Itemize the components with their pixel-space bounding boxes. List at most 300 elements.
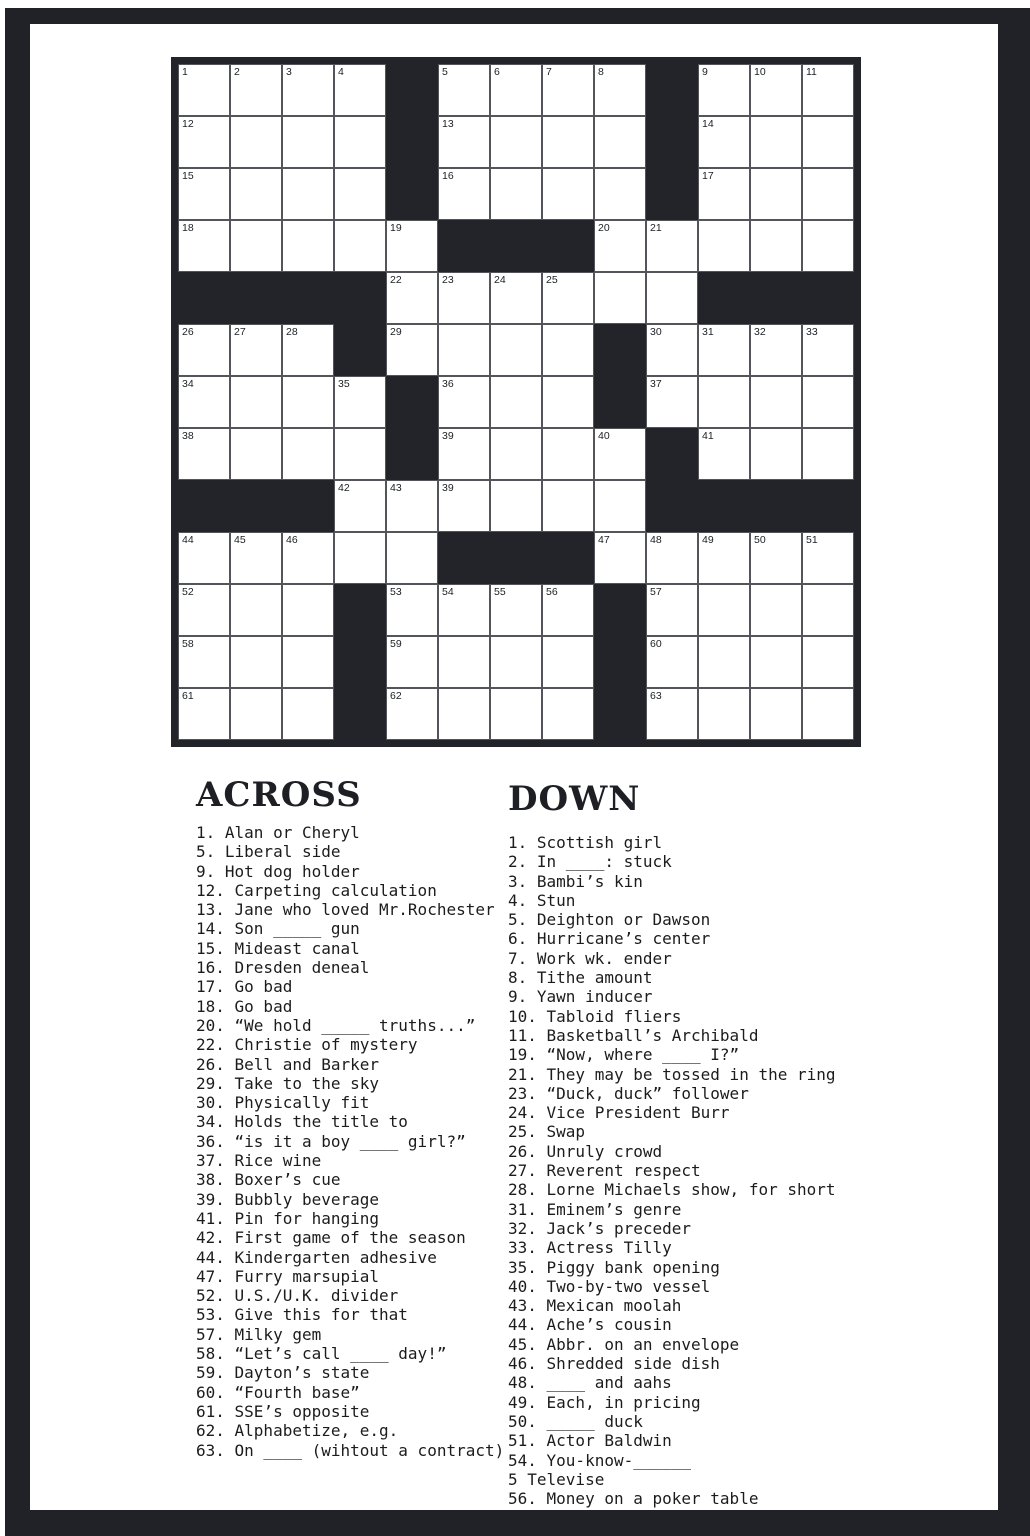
clue-line: 4. Stun <box>508 890 576 910</box>
grid-cell[interactable] <box>542 428 594 480</box>
grid-cell[interactable] <box>802 636 854 688</box>
cell-number: 34 <box>182 378 194 390</box>
cell-number: 20 <box>598 222 610 234</box>
clue-line: 8. Tithe amount <box>508 968 653 988</box>
grid-cell[interactable] <box>750 636 802 688</box>
clue-line: 40. Two-by-two vessel <box>508 1276 711 1296</box>
clue-line: 39. Bubbly beverage <box>196 1189 380 1209</box>
clue-line: 49. Each, in pricing <box>508 1392 701 1412</box>
grid-cell[interactable] <box>490 688 542 740</box>
grid-cell[interactable] <box>490 636 542 688</box>
grid-cell[interactable] <box>334 532 386 584</box>
cell-number: 4 <box>338 66 344 78</box>
clue-line: 45. Abbr. on an envelope <box>508 1334 740 1354</box>
grid-cell[interactable] <box>178 116 230 168</box>
cell-number: 42 <box>338 482 350 494</box>
clue-line: 47. Furry marsupial <box>196 1266 380 1286</box>
grid-cell[interactable] <box>698 324 750 376</box>
grid-cell[interactable] <box>542 636 594 688</box>
cell-number: 3 <box>286 66 292 78</box>
grid-cell[interactable] <box>490 168 542 220</box>
grid-cell-black <box>334 324 386 376</box>
grid-cell-black <box>490 532 542 584</box>
cell-number: 44 <box>182 534 194 546</box>
grid-cell-black <box>178 480 230 532</box>
clue-line: 13. Jane who loved Mr.Rochester <box>196 900 495 920</box>
grid-cell-black <box>386 376 438 428</box>
grid-cell[interactable] <box>490 272 542 324</box>
grid-cell[interactable] <box>178 688 230 740</box>
grid-cell-black <box>646 168 698 220</box>
grid-cell[interactable] <box>698 168 750 220</box>
cell-number: 46 <box>286 534 298 546</box>
grid-cell-black <box>490 220 542 272</box>
grid-cell-black <box>386 116 438 168</box>
down-section <box>508 779 853 1509</box>
grid-cell[interactable] <box>802 168 854 220</box>
clue-line: 60. “Fourth base” <box>196 1382 360 1402</box>
clue-line: 16. Dresden deneal <box>196 958 370 978</box>
grid-cell[interactable] <box>542 116 594 168</box>
clue-line: 19. “Now, where ____ I?” <box>508 1045 740 1065</box>
grid-cell[interactable] <box>594 220 646 272</box>
cell-number: 14 <box>702 118 714 130</box>
cell-number: 59 <box>390 638 402 650</box>
cell-number: 47 <box>598 534 610 546</box>
clue-line: 58. “Let’s call ____ day!” <box>196 1344 447 1364</box>
grid-cell-black <box>646 116 698 168</box>
cell-number: 23 <box>442 274 454 286</box>
grid-cell[interactable] <box>646 376 698 428</box>
cell-number: 52 <box>182 586 194 598</box>
grid-cell[interactable] <box>438 272 490 324</box>
crossword-grid <box>171 57 861 747</box>
across-section <box>196 775 511 1460</box>
clue-line: 20. “We hold _____ truths...” <box>196 1015 476 1035</box>
cell-number: 7 <box>546 66 552 78</box>
grid-cell-black <box>802 272 854 324</box>
grid-cell[interactable] <box>646 636 698 688</box>
cell-number: 39 <box>442 482 454 494</box>
grid-cell[interactable] <box>230 428 282 480</box>
clue-line: 61. SSE’s opposite <box>196 1401 370 1421</box>
grid-cell[interactable] <box>594 116 646 168</box>
grid-cell[interactable] <box>750 376 802 428</box>
grid-cell[interactable] <box>230 584 282 636</box>
grid-cell-black <box>646 64 698 116</box>
cell-number: 18 <box>182 222 194 234</box>
clue-line: 21. They may be tossed in the ring <box>508 1064 836 1084</box>
cell-number: 39 <box>442 430 454 442</box>
grid-cell[interactable] <box>750 532 802 584</box>
cell-number: 11 <box>806 66 817 78</box>
grid-cell[interactable] <box>698 688 750 740</box>
cell-number: 60 <box>650 638 662 650</box>
clue-line: 12. Carpeting calculation <box>196 880 437 900</box>
cell-number: 36 <box>442 378 454 390</box>
grid-cell[interactable] <box>230 636 282 688</box>
grid-cell[interactable] <box>646 688 698 740</box>
grid-cell[interactable] <box>438 480 490 532</box>
clue-line: 24. Vice President Burr <box>508 1103 730 1123</box>
grid-cell-black <box>594 584 646 636</box>
grid-cell[interactable] <box>594 64 646 116</box>
grid-cell[interactable] <box>698 428 750 480</box>
cell-number: 41 <box>702 430 714 442</box>
cell-number: 48 <box>650 534 662 546</box>
grid-cell[interactable] <box>386 220 438 272</box>
clue-line: 41. Pin for hanging <box>196 1208 380 1228</box>
grid-cell-black <box>594 636 646 688</box>
cell-number: 31 <box>702 326 714 338</box>
grid-cell-black <box>334 636 386 688</box>
grid-cell-black <box>542 220 594 272</box>
clue-line: 6. Hurricane’s center <box>508 929 711 949</box>
grid-cell[interactable] <box>282 688 334 740</box>
cell-number: 53 <box>390 586 402 598</box>
grid-cell-black <box>438 532 490 584</box>
grid-cell[interactable] <box>750 428 802 480</box>
grid-cell[interactable] <box>438 584 490 636</box>
clue-line: 26. Unruly crowd <box>508 1141 663 1161</box>
grid-cell-black <box>646 480 698 532</box>
clue-line: 26. Bell and Barker <box>196 1054 380 1074</box>
grid-cell[interactable] <box>698 220 750 272</box>
cell-number: 29 <box>390 326 402 338</box>
clue-line: 36. “is it a boy ____ girl?” <box>196 1131 466 1151</box>
grid-cell-black <box>594 688 646 740</box>
cell-number: 27 <box>234 326 246 338</box>
clue-line: 11. Basketball’s Archibald <box>508 1025 759 1045</box>
cell-number: 17 <box>702 170 714 182</box>
grid-cell[interactable] <box>750 220 802 272</box>
grid-cell[interactable] <box>646 220 698 272</box>
clue-line: 32. Jack’s preceder <box>508 1218 692 1238</box>
clue-line: 57. Milky gem <box>196 1324 322 1344</box>
grid-cell[interactable] <box>178 168 230 220</box>
clue-line: 44. Kindergarten adhesive <box>196 1247 437 1267</box>
grid-cell[interactable] <box>542 272 594 324</box>
grid-cell[interactable] <box>802 532 854 584</box>
grid-cell-black <box>542 532 594 584</box>
grid-cell[interactable] <box>646 272 698 324</box>
grid-cell-black <box>594 376 646 428</box>
clue-line: 50. _____ duck <box>508 1411 643 1431</box>
grid-cell[interactable] <box>282 64 334 116</box>
grid-cell[interactable] <box>178 324 230 376</box>
grid-cell[interactable] <box>282 636 334 688</box>
grid-cell[interactable] <box>334 116 386 168</box>
grid-cell-black <box>438 220 490 272</box>
cell-number: 55 <box>494 586 506 598</box>
cell-number: 2 <box>234 66 240 78</box>
clue-line: 63. On ____ (wihtout a contract) <box>196 1440 505 1460</box>
grid-cell-black <box>282 272 334 324</box>
grid-cell[interactable] <box>542 584 594 636</box>
grid-cell[interactable] <box>386 324 438 376</box>
grid-cell[interactable] <box>802 64 854 116</box>
grid-cell[interactable] <box>802 688 854 740</box>
grid-cell[interactable] <box>230 688 282 740</box>
clue-line: 18. Go bad <box>196 996 293 1016</box>
cell-number: 13 <box>442 118 454 130</box>
grid-cell-black <box>230 480 282 532</box>
across-heading: ACROSS <box>196 775 362 815</box>
grid-cell[interactable] <box>282 168 334 220</box>
grid-cell[interactable] <box>386 636 438 688</box>
grid-cell[interactable] <box>386 688 438 740</box>
cell-number: 30 <box>650 326 662 338</box>
grid-cell-black <box>386 64 438 116</box>
clue-line: 44. Ache’s cousin <box>508 1315 672 1335</box>
cell-number: 1 <box>182 66 188 78</box>
grid-cell[interactable] <box>698 116 750 168</box>
grid-cell[interactable] <box>698 636 750 688</box>
clue-line: 29. Take to the sky <box>196 1073 380 1093</box>
cell-number: 21 <box>650 222 662 234</box>
cell-number: 40 <box>598 430 610 442</box>
grid-cell-black <box>802 480 854 532</box>
grid-cell[interactable] <box>594 428 646 480</box>
grid-cell[interactable] <box>490 480 542 532</box>
grid-cell[interactable] <box>438 688 490 740</box>
grid-cell-black <box>646 428 698 480</box>
grid-cell-black <box>698 480 750 532</box>
grid-cell[interactable] <box>490 376 542 428</box>
grid-cell[interactable] <box>802 376 854 428</box>
cell-number: 8 <box>598 66 604 78</box>
grid-cell[interactable] <box>542 688 594 740</box>
grid-cell[interactable] <box>698 64 750 116</box>
clue-line: 22. Christie of mystery <box>196 1035 418 1055</box>
grid-cell[interactable] <box>542 324 594 376</box>
clue-line: 25. Swap <box>508 1122 586 1142</box>
grid-cell-black <box>334 584 386 636</box>
cell-number: 10 <box>754 66 766 78</box>
grid-cell[interactable] <box>750 688 802 740</box>
cell-number: 32 <box>754 326 766 338</box>
grid-cell[interactable] <box>386 532 438 584</box>
grid-cell[interactable] <box>334 428 386 480</box>
grid-cell[interactable] <box>594 480 646 532</box>
clue-line: 10. Tabloid fliers <box>508 1006 682 1026</box>
clue-line: 35. Piggy bank opening <box>508 1257 720 1277</box>
grid-cell[interactable] <box>594 532 646 584</box>
clue-line: 23. “Duck, duck” follower <box>508 1083 749 1103</box>
clue-line: 14. Son _____ gun <box>196 919 360 939</box>
grid-cell[interactable] <box>282 428 334 480</box>
grid-cell[interactable] <box>594 168 646 220</box>
cell-number: 38 <box>182 430 194 442</box>
cell-number: 63 <box>650 690 662 702</box>
clue-line: 28. Lorne Michaels show, for short <box>508 1180 836 1200</box>
grid-cell[interactable] <box>698 584 750 636</box>
cell-number: 15 <box>182 170 194 182</box>
grid-cell-black <box>750 480 802 532</box>
grid-cell[interactable] <box>750 64 802 116</box>
cell-number: 5 <box>442 66 448 78</box>
grid-cell[interactable] <box>802 584 854 636</box>
clue-line: 59. Dayton’s state <box>196 1363 370 1383</box>
grid-cell[interactable] <box>646 532 698 584</box>
grid-cell[interactable] <box>282 220 334 272</box>
grid-cell[interactable] <box>230 220 282 272</box>
clue-line: 51. Actor Baldwin <box>508 1431 672 1451</box>
grid-cell[interactable] <box>178 220 230 272</box>
clue-line: 56. Money on a poker table <box>508 1489 759 1509</box>
cell-number: 35 <box>338 378 350 390</box>
clue-line: 54. You-know-______ <box>508 1450 692 1470</box>
grid-cell[interactable] <box>698 532 750 584</box>
clue-line: 31. Eminem’s genre <box>508 1199 682 1219</box>
cell-number: 50 <box>754 534 766 546</box>
clue-line: 53. Give this for that <box>196 1305 408 1325</box>
cell-number: 49 <box>702 534 714 546</box>
grid-cell[interactable] <box>178 636 230 688</box>
grid-cell[interactable] <box>230 168 282 220</box>
grid-cell[interactable] <box>230 532 282 584</box>
cell-number: 12 <box>182 118 194 130</box>
clue-line: 46. Shredded side dish <box>508 1354 720 1374</box>
grid-cell[interactable] <box>646 584 698 636</box>
grid-cell[interactable] <box>230 64 282 116</box>
grid-cell[interactable] <box>230 376 282 428</box>
cell-number: 22 <box>390 274 402 286</box>
grid-cell[interactable] <box>178 64 230 116</box>
clue-line: 52. U.S./U.K. divider <box>196 1286 399 1306</box>
clue-line: 48. ____ and aahs <box>508 1373 672 1393</box>
clue-line: 3. Bambi’s kin <box>508 871 643 891</box>
grid-cell[interactable] <box>282 324 334 376</box>
clue-line: 1. Alan or Cheryl <box>196 823 360 842</box>
grid-cell[interactable] <box>490 428 542 480</box>
grid-cell[interactable] <box>334 220 386 272</box>
cell-number: 57 <box>650 586 662 598</box>
grid-cell[interactable] <box>334 376 386 428</box>
cell-number: 62 <box>390 690 402 702</box>
grid-cell[interactable] <box>750 584 802 636</box>
clue-line: 1. Scottish girl <box>508 833 663 852</box>
cell-number: 61 <box>182 690 194 702</box>
grid-cell[interactable] <box>438 428 490 480</box>
grid-cell[interactable] <box>646 324 698 376</box>
across-clue-list <box>196 823 511 1460</box>
grid-cell[interactable] <box>542 376 594 428</box>
grid-cell-black <box>386 168 438 220</box>
grid-cell[interactable] <box>490 324 542 376</box>
grid-cell[interactable] <box>490 116 542 168</box>
grid-cell[interactable] <box>802 428 854 480</box>
grid-cell[interactable] <box>438 64 490 116</box>
grid-cell[interactable] <box>334 168 386 220</box>
clue-line: 17. Go bad <box>196 977 293 997</box>
clue-line: 37. Rice wine <box>196 1151 322 1171</box>
grid-cell[interactable] <box>542 480 594 532</box>
down-clue-list <box>508 833 853 1508</box>
cell-number: 43 <box>390 482 402 494</box>
grid-cell-black <box>750 272 802 324</box>
cell-number: 9 <box>702 66 708 78</box>
clue-line: 5. Liberal side <box>196 842 341 862</box>
clue-line: 2. In ____: stuck <box>508 852 672 872</box>
grid-cell[interactable] <box>438 324 490 376</box>
clue-line: 62. Alphabetize, e.g. <box>196 1421 399 1441</box>
grid-cell[interactable] <box>386 480 438 532</box>
cell-number: 58 <box>182 638 194 650</box>
grid-cell[interactable] <box>178 376 230 428</box>
grid-cell[interactable] <box>490 64 542 116</box>
grid-cell[interactable] <box>386 272 438 324</box>
clue-line: 27. Reverent respect <box>508 1161 701 1181</box>
cell-number: 45 <box>234 534 246 546</box>
grid-cell-black <box>282 480 334 532</box>
cell-number: 28 <box>286 326 298 338</box>
grid-cell[interactable] <box>438 168 490 220</box>
grid-cell[interactable] <box>698 376 750 428</box>
clue-line: 5. Deighton or Dawson <box>508 910 711 930</box>
cell-number: 6 <box>494 66 500 78</box>
grid-cell-black <box>334 688 386 740</box>
grid-cell-black <box>230 272 282 324</box>
grid-cell[interactable] <box>230 324 282 376</box>
grid-cell-black <box>386 428 438 480</box>
grid-cell[interactable] <box>802 324 854 376</box>
grid-cell[interactable] <box>542 168 594 220</box>
grid-cell-black <box>698 272 750 324</box>
grid-cell[interactable] <box>230 116 282 168</box>
clue-line: 30. Physically fit <box>196 1093 370 1113</box>
grid-cell[interactable] <box>438 636 490 688</box>
grid-cell[interactable] <box>386 584 438 636</box>
cell-number: 16 <box>442 170 454 182</box>
clue-line: 15. Mideast canal <box>196 938 360 958</box>
grid-cell[interactable] <box>178 532 230 584</box>
clue-line: 7. Work wk. ender <box>508 948 672 968</box>
grid-cell[interactable] <box>178 428 230 480</box>
grid-cell[interactable] <box>282 584 334 636</box>
cell-number: 24 <box>494 274 506 286</box>
grid-cell[interactable] <box>802 220 854 272</box>
clue-line: 9. Hot dog holder <box>196 861 360 881</box>
clue-line: 34. Holds the title to <box>196 1112 408 1132</box>
grid-cell[interactable] <box>750 324 802 376</box>
grid-cell[interactable] <box>438 376 490 428</box>
clue-line: 9. Yawn inducer <box>508 987 653 1007</box>
down-heading: DOWN <box>508 779 641 819</box>
grid-cell[interactable] <box>282 116 334 168</box>
grid-cell-black <box>334 272 386 324</box>
clue-line: 42. First game of the season <box>196 1228 466 1248</box>
cell-number: 25 <box>546 274 558 286</box>
grid-cell[interactable] <box>594 272 646 324</box>
grid-cell[interactable] <box>802 116 854 168</box>
cell-number: 19 <box>390 222 402 234</box>
clue-line: 43. Mexican moolah <box>508 1296 682 1316</box>
clue-line: 33. Actress Tilly <box>508 1238 672 1258</box>
grid-cell[interactable] <box>178 584 230 636</box>
grid-cell[interactable] <box>542 64 594 116</box>
grid-cell[interactable] <box>750 116 802 168</box>
grid-cell[interactable] <box>282 376 334 428</box>
grid-cell[interactable] <box>282 532 334 584</box>
grid-cell[interactable] <box>334 64 386 116</box>
grid-cell[interactable] <box>490 584 542 636</box>
grid-cell[interactable] <box>438 116 490 168</box>
grid-cell[interactable] <box>750 168 802 220</box>
cell-number: 51 <box>806 534 818 546</box>
grid-cell[interactable] <box>334 480 386 532</box>
grid-cell-black <box>594 324 646 376</box>
